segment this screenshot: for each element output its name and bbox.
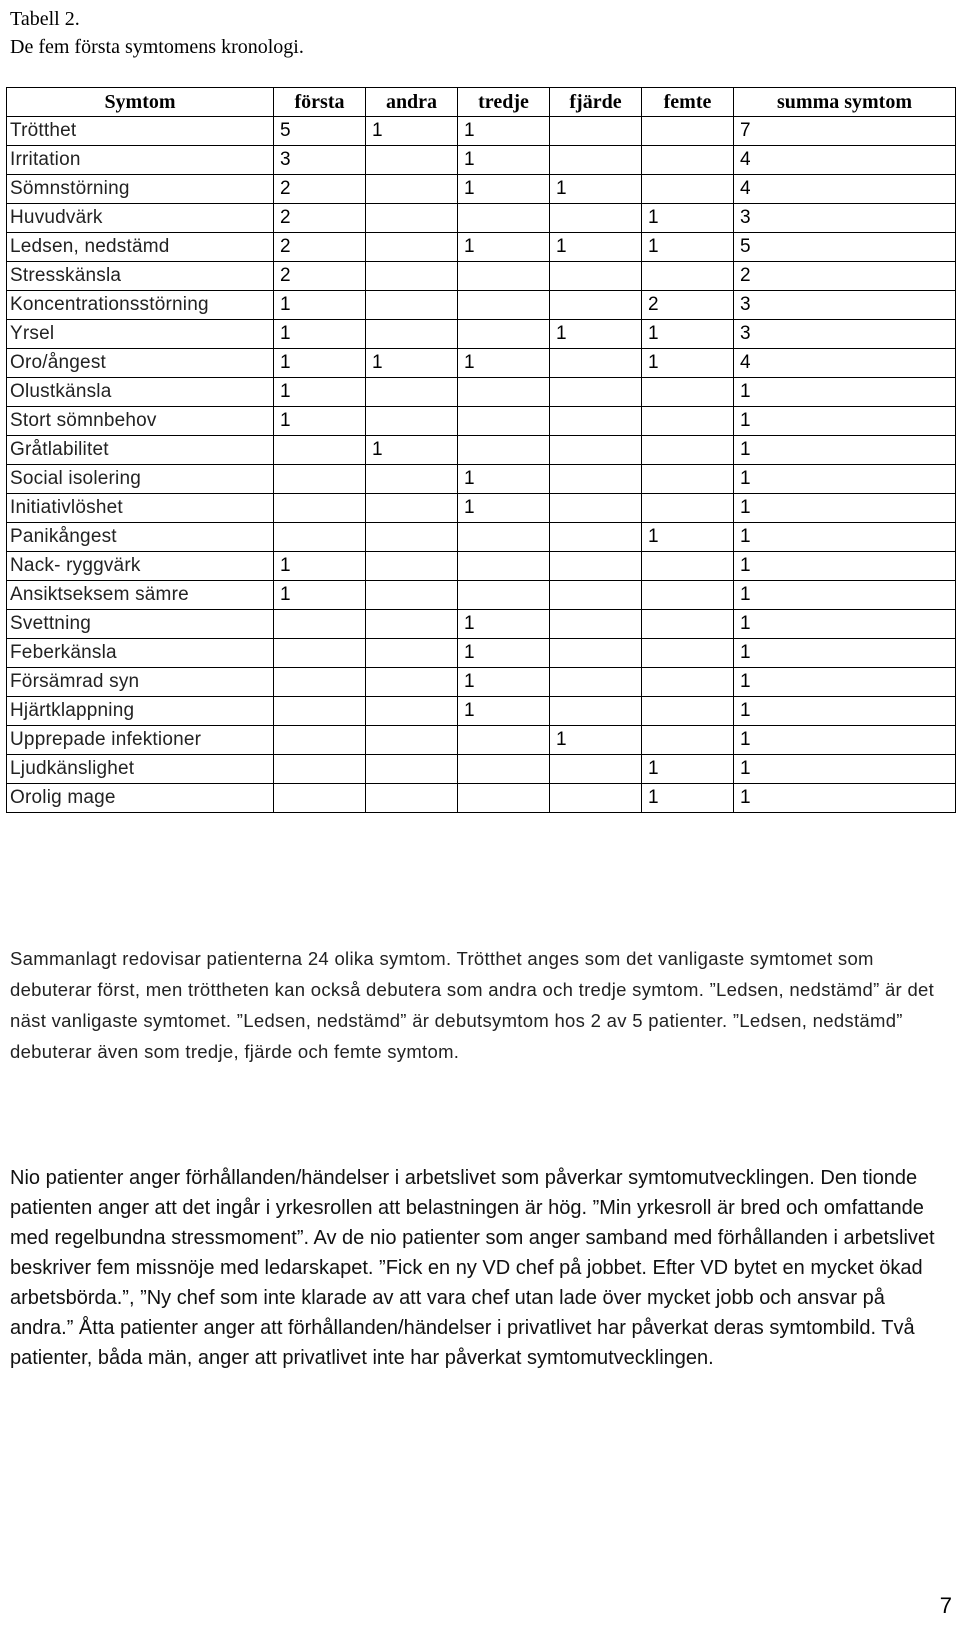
count-cell: 1	[734, 436, 956, 465]
count-cell: 1	[274, 349, 366, 378]
count-cell	[458, 784, 550, 813]
count-cell	[642, 262, 734, 291]
table-row	[7, 726, 956, 755]
table-row	[7, 639, 956, 668]
table-row	[7, 291, 956, 320]
count-cell: 2	[274, 204, 366, 233]
count-cell	[366, 668, 458, 697]
count-cell	[458, 581, 550, 610]
count-cell: 1	[734, 784, 956, 813]
table-row	[7, 523, 956, 552]
symptom-name-cell: Ljudkänslighet	[7, 755, 274, 784]
symptom-name-cell: Nack- ryggvärk	[7, 552, 274, 581]
table-row	[7, 204, 956, 233]
count-cell: 1	[458, 610, 550, 639]
count-cell	[366, 204, 458, 233]
count-cell: 1	[734, 494, 956, 523]
work-paragraph: Nio patienter anger förhållanden/händelser i arbetslivet som påverkar symtomutvecklingen. Den tionde patienten anger att det ingår i yrkesrollen att belastningen är hög. ”Min yrkesroll är bred och omfattande med regelbundna stressmoment”. Av de nio patienter som anger samband med förhållanden i arbetslivet beskriver fem missnöje med ledarskapet. ”Fick en ny VD chef på jobbet. Efter VD bytet en mycket ökad arbetsbörda.”, ”Ny chef som inte klarade av att vara chef utan lade över mycket jobb och ansvar på andra.” Åtta patienter anger att förhållanden/händelser i privatlivet har påverkat deras symtombild. Två patienter, båda män, anger att privatlivet inte har påverkat symtomutvecklingen.	[10, 1167, 935, 1369]
count-cell	[366, 146, 458, 175]
count-cell	[642, 117, 734, 146]
header-femte: femte	[642, 88, 734, 117]
symptom-name-cell: Stort sömnbehov	[7, 407, 274, 436]
table-row	[7, 610, 956, 639]
count-cell	[642, 552, 734, 581]
header-tredje: tredje	[458, 88, 550, 117]
count-cell	[550, 523, 642, 552]
page-number: 7	[939, 1593, 952, 1618]
count-cell	[366, 581, 458, 610]
symptom-name-cell: Ledsen, nedstämd	[7, 233, 274, 262]
count-cell: 1	[274, 552, 366, 581]
count-cell	[458, 436, 550, 465]
count-cell	[458, 755, 550, 784]
count-cell: 5	[734, 233, 956, 262]
count-cell	[458, 320, 550, 349]
count-cell: 1	[458, 697, 550, 726]
count-cell: 1	[274, 291, 366, 320]
symptom-name-cell: Ansiktseksem sämre	[7, 581, 274, 610]
count-cell: 4	[734, 349, 956, 378]
header-forsta: första	[274, 88, 366, 117]
table-row	[7, 465, 956, 494]
symptom-name-cell: Stresskänsla	[7, 262, 274, 291]
symptom-name-cell: Irritation	[7, 146, 274, 175]
count-cell	[274, 755, 366, 784]
count-cell	[274, 726, 366, 755]
symptom-name-cell: Oro/ångest	[7, 349, 274, 378]
count-cell	[642, 146, 734, 175]
count-cell: 1	[734, 639, 956, 668]
count-cell	[458, 726, 550, 755]
count-cell: 1	[274, 581, 366, 610]
table-row	[7, 755, 956, 784]
count-cell: 1	[458, 146, 550, 175]
table-row	[7, 784, 956, 813]
count-cell	[274, 610, 366, 639]
count-cell: 1	[458, 349, 550, 378]
count-cell: 1	[274, 378, 366, 407]
count-cell: 1	[458, 233, 550, 262]
count-cell	[550, 291, 642, 320]
symptom-name-cell: Feberkänsla	[7, 639, 274, 668]
count-cell: 1	[550, 233, 642, 262]
count-cell: 1	[642, 320, 734, 349]
count-cell: 4	[734, 175, 956, 204]
symptom-name-cell: Olustkänsla	[7, 378, 274, 407]
count-cell: 1	[458, 175, 550, 204]
count-cell: 1	[458, 465, 550, 494]
count-cell	[550, 204, 642, 233]
count-cell	[642, 726, 734, 755]
symptom-name-cell: Svettning	[7, 610, 274, 639]
symptom-name-cell: Panikångest	[7, 523, 274, 552]
count-cell: 1	[458, 494, 550, 523]
count-cell: 1	[458, 117, 550, 146]
count-cell	[550, 262, 642, 291]
count-cell: 1	[550, 726, 642, 755]
count-cell	[366, 697, 458, 726]
count-cell	[366, 320, 458, 349]
symptom-chronology-table	[6, 87, 956, 813]
count-cell: 1	[734, 755, 956, 784]
count-cell	[274, 639, 366, 668]
count-cell	[458, 407, 550, 436]
table-row	[7, 117, 956, 146]
count-cell	[550, 378, 642, 407]
count-cell: 2	[274, 175, 366, 204]
count-cell: 1	[366, 117, 458, 146]
count-cell	[642, 581, 734, 610]
count-cell: 1	[734, 465, 956, 494]
header-fjarde: fjärde	[550, 88, 642, 117]
symptom-name-cell: Försämrad syn	[7, 668, 274, 697]
count-cell	[274, 523, 366, 552]
symptom-name-cell: Initiativlöshet	[7, 494, 274, 523]
count-cell	[550, 668, 642, 697]
table-row	[7, 581, 956, 610]
count-cell	[550, 146, 642, 175]
count-cell: 1	[734, 610, 956, 639]
table-row	[7, 262, 956, 291]
count-cell	[642, 494, 734, 523]
count-cell	[550, 697, 642, 726]
count-cell: 1	[550, 320, 642, 349]
count-cell	[550, 784, 642, 813]
count-cell	[458, 204, 550, 233]
count-cell: 2	[274, 233, 366, 262]
count-cell	[274, 784, 366, 813]
header-symtom: Symtom	[7, 88, 274, 117]
count-cell: 2	[642, 291, 734, 320]
symptom-name-cell: Social isolering	[7, 465, 274, 494]
table-row	[7, 349, 956, 378]
count-cell: 3	[274, 146, 366, 175]
table-row	[7, 175, 956, 204]
count-cell: 1	[642, 204, 734, 233]
count-cell: 1	[734, 697, 956, 726]
count-cell	[366, 233, 458, 262]
count-cell: 3	[734, 320, 956, 349]
count-cell	[550, 581, 642, 610]
count-cell	[458, 262, 550, 291]
table-label: Tabell 2.	[10, 8, 80, 30]
count-cell	[366, 175, 458, 204]
count-cell: 5	[274, 117, 366, 146]
count-cell	[550, 610, 642, 639]
count-cell	[366, 262, 458, 291]
count-cell: 3	[734, 291, 956, 320]
count-cell: 7	[734, 117, 956, 146]
symptom-name-cell: Sömnstörning	[7, 175, 274, 204]
count-cell	[550, 407, 642, 436]
count-cell	[366, 494, 458, 523]
count-cell	[274, 494, 366, 523]
count-cell	[366, 784, 458, 813]
count-cell	[642, 175, 734, 204]
table-row	[7, 552, 956, 581]
count-cell: 1	[734, 523, 956, 552]
count-cell	[458, 523, 550, 552]
table-row	[7, 320, 956, 349]
count-cell: 1	[366, 436, 458, 465]
table-header-row	[7, 88, 956, 117]
symptom-name-cell: Hjärtklappning	[7, 697, 274, 726]
symptom-name-cell: Yrsel	[7, 320, 274, 349]
count-cell: 1	[642, 523, 734, 552]
count-cell	[366, 755, 458, 784]
symptom-name-cell: Trötthet	[7, 117, 274, 146]
count-cell	[642, 610, 734, 639]
count-cell	[642, 465, 734, 494]
count-cell	[642, 436, 734, 465]
count-cell: 1	[642, 349, 734, 378]
table-row	[7, 378, 956, 407]
table-row	[7, 146, 956, 175]
count-cell	[366, 610, 458, 639]
count-cell	[550, 755, 642, 784]
count-cell	[274, 436, 366, 465]
count-cell	[366, 523, 458, 552]
count-cell	[274, 668, 366, 697]
count-cell: 1	[274, 407, 366, 436]
count-cell: 1	[642, 755, 734, 784]
count-cell: 1	[734, 726, 956, 755]
count-cell	[366, 378, 458, 407]
count-cell: 1	[734, 581, 956, 610]
count-cell: 4	[734, 146, 956, 175]
count-cell	[366, 465, 458, 494]
count-cell: 1	[734, 668, 956, 697]
table-row	[7, 697, 956, 726]
header-andra: andra	[366, 88, 458, 117]
count-cell	[642, 668, 734, 697]
count-cell	[550, 349, 642, 378]
count-cell	[642, 639, 734, 668]
count-cell: 1	[734, 378, 956, 407]
count-cell	[458, 378, 550, 407]
count-cell: 1	[642, 233, 734, 262]
count-cell	[274, 697, 366, 726]
count-cell	[366, 291, 458, 320]
symptom-name-cell: Huvudvärk	[7, 204, 274, 233]
symptom-name-cell: Upprepade infektioner	[7, 726, 274, 755]
count-cell: 2	[274, 262, 366, 291]
count-cell	[366, 407, 458, 436]
count-cell	[550, 494, 642, 523]
symptom-name-cell: Koncentrationsstörning	[7, 291, 274, 320]
count-cell	[642, 407, 734, 436]
table-row	[7, 233, 956, 262]
symptom-name-cell: Gråtlabilitet	[7, 436, 274, 465]
table-row	[7, 494, 956, 523]
count-cell	[642, 697, 734, 726]
count-cell: 1	[734, 407, 956, 436]
count-cell	[458, 291, 550, 320]
count-cell: 1	[366, 349, 458, 378]
count-cell: 1	[550, 175, 642, 204]
count-cell	[550, 436, 642, 465]
count-cell	[550, 465, 642, 494]
count-cell	[550, 117, 642, 146]
header-summa: summa symtom	[734, 88, 956, 117]
symptom-name-cell: Orolig mage	[7, 784, 274, 813]
table-row	[7, 407, 956, 436]
count-cell	[366, 726, 458, 755]
table-row	[7, 668, 956, 697]
count-cell	[642, 378, 734, 407]
count-cell	[550, 552, 642, 581]
count-cell	[366, 639, 458, 668]
count-cell: 1	[734, 552, 956, 581]
count-cell: 1	[274, 320, 366, 349]
count-cell	[274, 465, 366, 494]
count-cell	[366, 552, 458, 581]
count-cell: 1	[458, 639, 550, 668]
count-cell: 3	[734, 204, 956, 233]
count-cell: 2	[734, 262, 956, 291]
count-cell: 1	[458, 668, 550, 697]
count-cell	[550, 639, 642, 668]
table-title: De fem första symtomens kronologi.	[10, 36, 304, 58]
count-cell	[458, 552, 550, 581]
table-row	[7, 436, 956, 465]
count-cell: 1	[642, 784, 734, 813]
summary-paragraph: Sammanlagt redovisar patienterna 24 olika symtom. Trötthet anges som det vanligaste symtomet som debuterar först, men tröttheten kan också debutera som andra och tredje symtom. ”Ledsen, nedstämd” är det näst vanligaste symtomet. ”Ledsen, nedstämd” är debutsymtom hos 2 av 5 patienter. ”Ledsen, nedstämd” debuterar även som tredje, fjärde och femte symtom.	[10, 948, 935, 1062]
